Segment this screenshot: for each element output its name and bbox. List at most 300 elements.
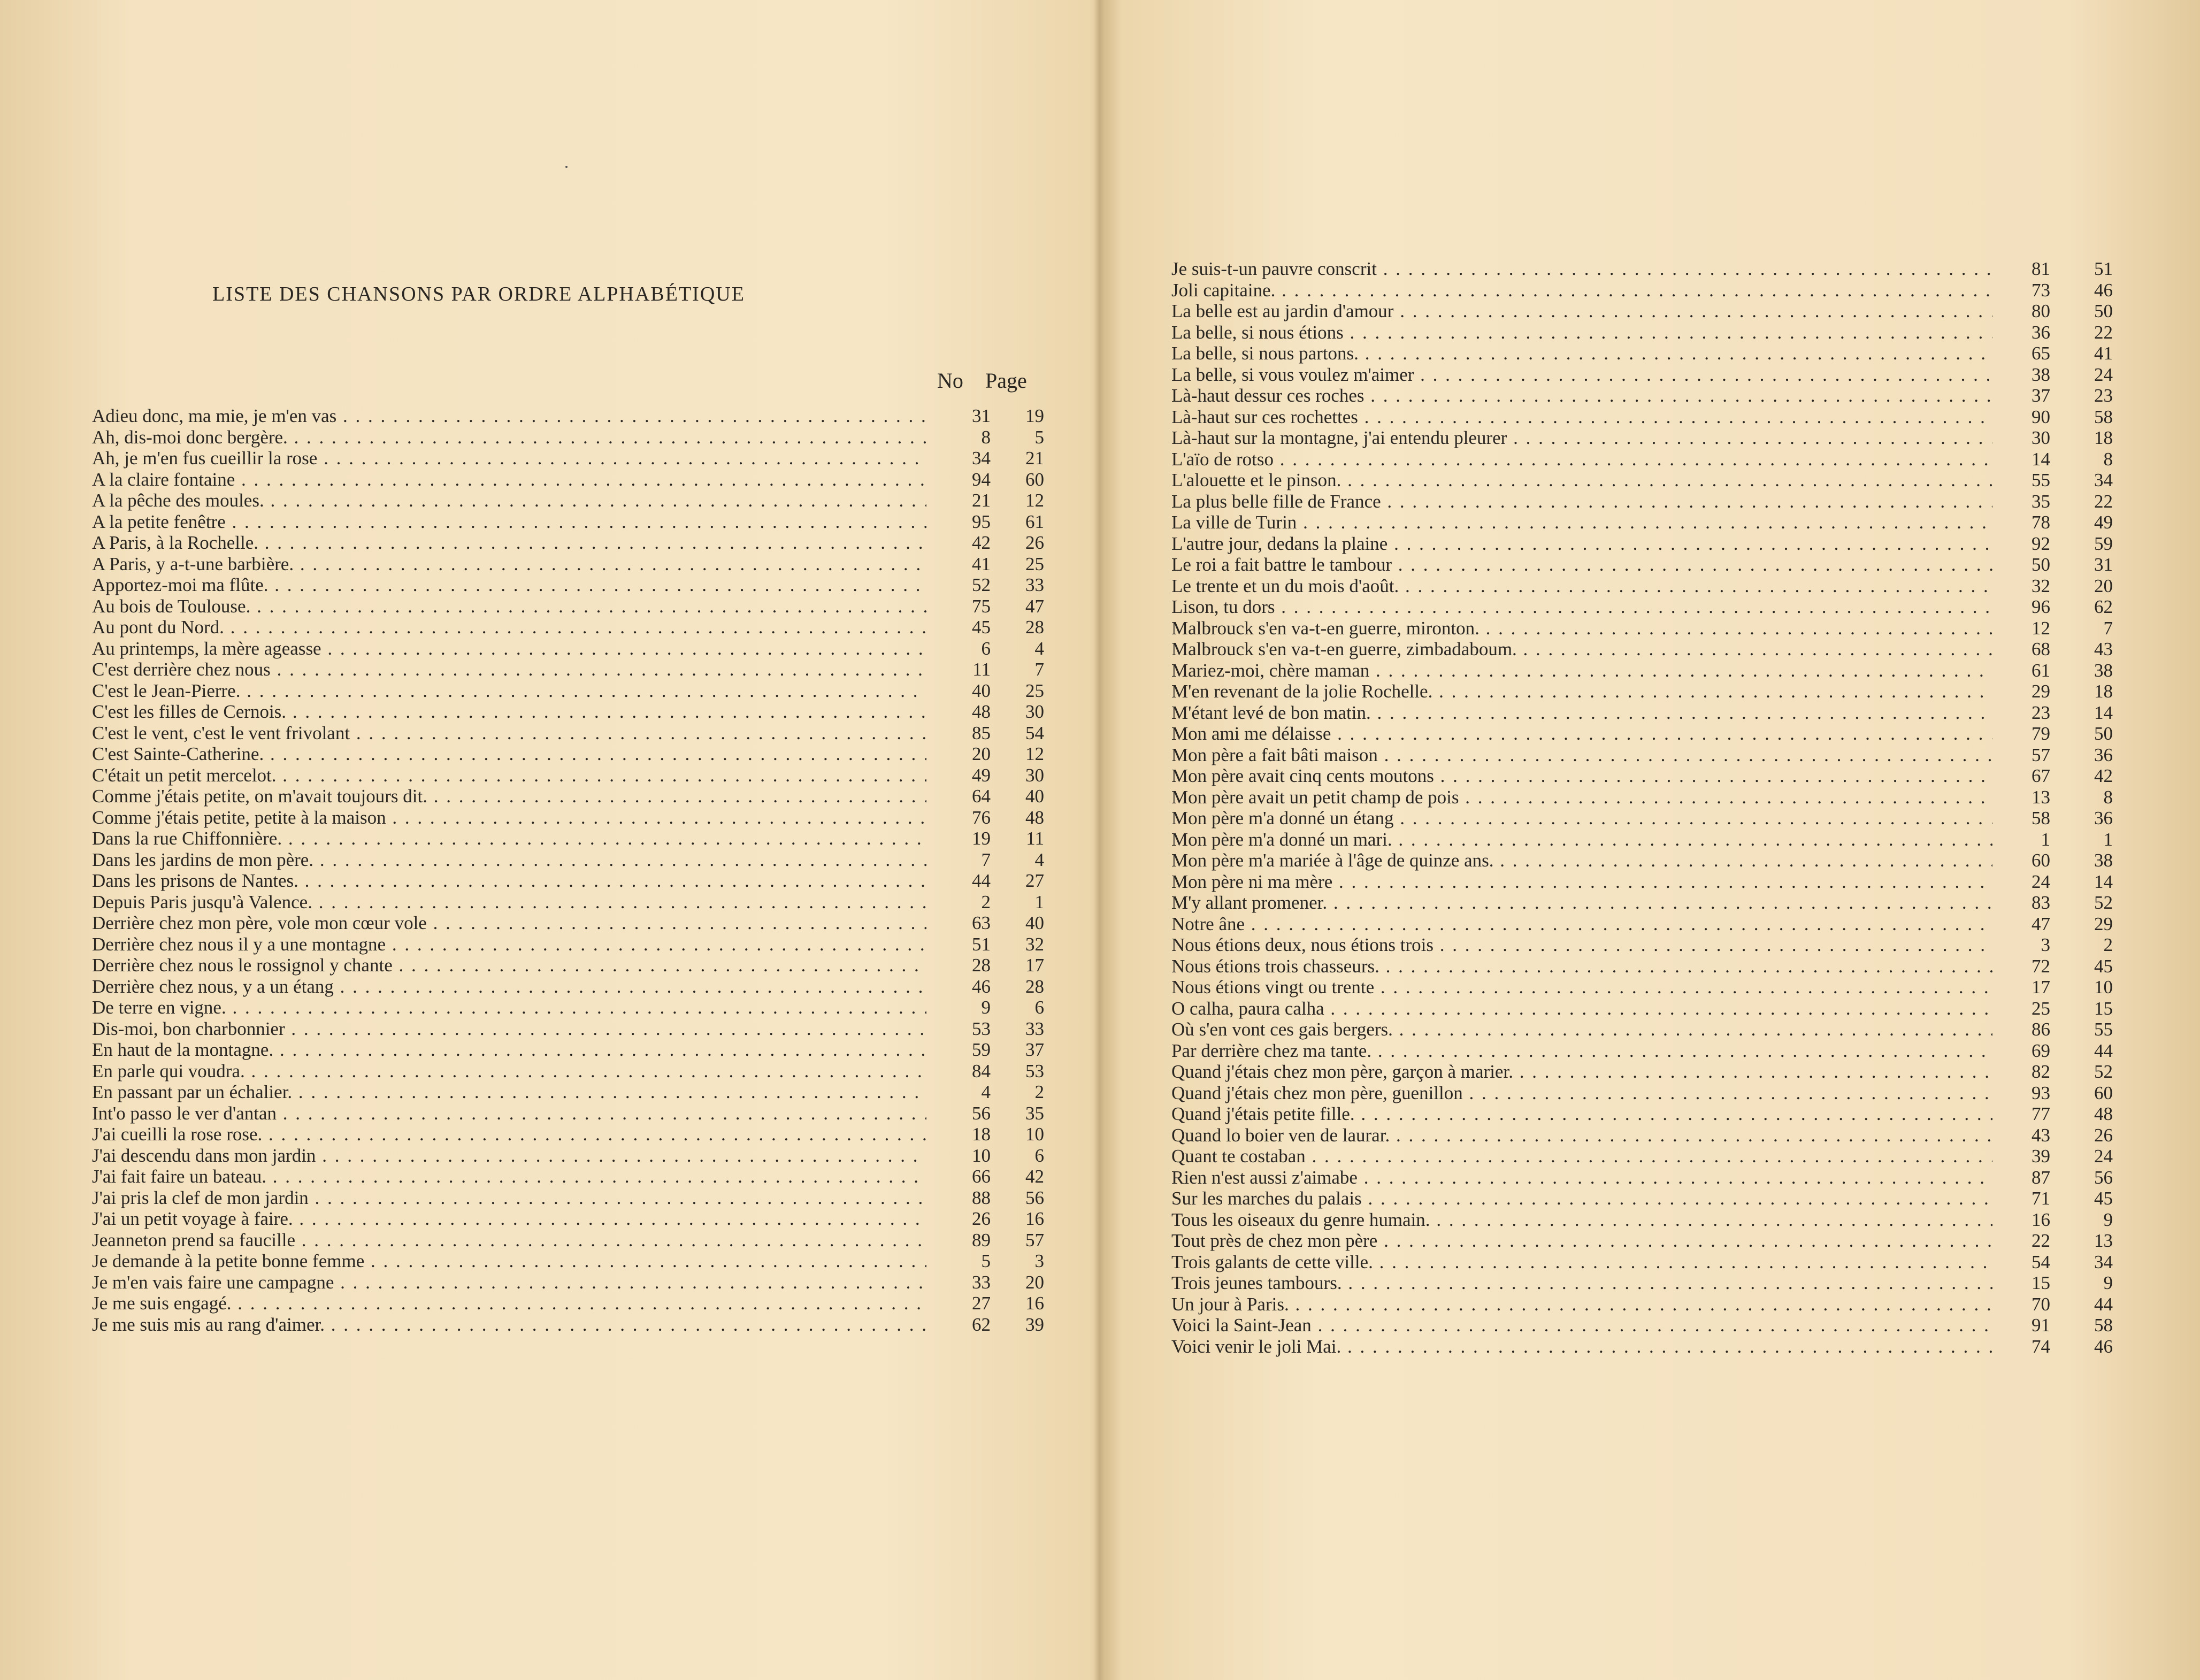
- song-entry: [92, 976, 1044, 998]
- song-number: 65: [2032, 343, 2050, 364]
- song-title: Nous étions trois chasseurs. . . .: [1171, 956, 1992, 977]
- song-page: 38: [2094, 850, 2113, 871]
- song-title: Depuis Paris jusqu'à Valence. . . .: [92, 892, 926, 913]
- song-page: 40: [1025, 786, 1044, 807]
- song-entry: [92, 680, 1044, 702]
- song-title: Là-haut dessur ces roches . . .: [1171, 385, 1992, 406]
- song-title: Je me suis engagé. . . .: [92, 1293, 926, 1314]
- song-title: Rien n'est aussi z'aimabe . . .: [1171, 1167, 1992, 1188]
- song-title: Sur les marches du palais . . .: [1171, 1188, 1992, 1209]
- song-page: 57: [1025, 1229, 1044, 1251]
- song-entry: [1171, 723, 2113, 745]
- song-entry: [92, 1272, 1044, 1293]
- song-entry: [92, 1081, 1044, 1103]
- song-page: 20: [2094, 575, 2113, 596]
- song-entry: [1171, 1040, 2113, 1062]
- song-list-right: [1171, 258, 2113, 1357]
- song-number: 84: [972, 1060, 991, 1081]
- song-page: 20: [1025, 1271, 1044, 1293]
- song-number: 46: [972, 976, 991, 997]
- song-title: Tout près de chez mon père . . .: [1171, 1230, 1992, 1252]
- song-entry: [92, 1230, 1044, 1251]
- song-page: 24: [2094, 364, 2113, 385]
- song-title: A la petite fenêtre . . .: [92, 511, 926, 533]
- song-page: 58: [2094, 1315, 2113, 1336]
- song-number: 82: [2032, 1061, 2050, 1082]
- song-page: 52: [2094, 892, 2113, 913]
- song-entry: [92, 828, 1044, 849]
- song-page: 12: [1025, 743, 1044, 764]
- song-title: Mon père a fait bâti maison . . .: [1171, 745, 1992, 766]
- song-page: 52: [2094, 1061, 2113, 1082]
- song-entry: [92, 617, 1044, 638]
- song-title: C'est les filles de Cernois. . . .: [92, 701, 926, 723]
- song-title: Nous étions deux, nous étions trois . . .: [1171, 934, 1992, 956]
- song-title: L'autre jour, dedans la plaine . . .: [1171, 533, 1992, 555]
- song-number: 34: [972, 448, 991, 469]
- song-number: 29: [2032, 681, 2050, 702]
- song-title: J'ai pris la clef de mon jardin . . .: [92, 1187, 926, 1209]
- song-entry: [1171, 301, 2113, 322]
- song-number: 86: [2032, 1019, 2050, 1040]
- song-page: 33: [1025, 574, 1044, 595]
- song-number: 39: [2032, 1146, 2050, 1167]
- song-entry: [92, 765, 1044, 786]
- page-title: LISTE DES CHANSONS PAR ORDRE ALPHABÉTIQUE: [212, 283, 745, 305]
- song-title: Derrière chez nous le rossignol y chante . . .: [92, 955, 926, 976]
- song-number: 25: [2032, 998, 2050, 1019]
- song-page: 44: [2094, 1293, 2113, 1315]
- song-entry: [1171, 427, 2113, 449]
- song-number: 51: [972, 933, 991, 955]
- song-entry: [92, 892, 1044, 913]
- song-title: Malbrouck s'en va-t-en guerre, zimbadaboum. . . .: [1171, 639, 1992, 660]
- song-page: 32: [1025, 933, 1044, 955]
- song-entry: [92, 743, 1044, 765]
- song-entry: [1171, 1167, 2113, 1188]
- song-number: 81: [2032, 258, 2050, 279]
- song-entry: [1171, 322, 2113, 343]
- song-entry: [1171, 1252, 2113, 1273]
- song-title: Derrière chez nous, y a un étang . . .: [92, 976, 926, 998]
- song-page: 62: [2094, 596, 2113, 617]
- song-title: C'est le vent, c'est le vent frivolant . . .: [92, 723, 926, 744]
- song-title: A Paris, à la Rochelle. . . .: [92, 532, 926, 554]
- song-page: 16: [1025, 1208, 1044, 1229]
- song-title: Au printemps, la mère ageasse . . .: [92, 638, 926, 659]
- song-page: 23: [2094, 385, 2113, 406]
- song-title: Trois jeunes tambours. . . .: [1171, 1272, 1992, 1294]
- song-page: 26: [1025, 532, 1044, 553]
- song-entry: [1171, 1272, 2113, 1294]
- song-number: 90: [2032, 406, 2050, 427]
- song-title: Quand j'étais petite fille. . . .: [1171, 1103, 1992, 1125]
- song-entry: [92, 1251, 1044, 1272]
- song-entry: [92, 1314, 1044, 1336]
- song-entry: [1171, 871, 2113, 893]
- song-entry: [92, 1166, 1044, 1187]
- song-number: 30: [2032, 427, 2050, 448]
- song-entry: [92, 955, 1044, 976]
- song-entry: [92, 1124, 1044, 1145]
- song-page: 42: [2094, 765, 2113, 786]
- song-number: 36: [2032, 321, 2050, 343]
- song-page: 37: [1025, 1039, 1044, 1060]
- song-page: 50: [2094, 723, 2113, 744]
- song-title: Mon père m'a donné un étang . . .: [1171, 808, 1992, 829]
- song-number: 70: [2032, 1293, 2050, 1315]
- song-entry: [92, 934, 1044, 955]
- song-entry: [92, 1187, 1044, 1209]
- song-page: 46: [2094, 279, 2113, 301]
- song-number: 20: [972, 743, 991, 764]
- song-number: 27: [972, 1293, 991, 1314]
- song-title: M'en revenant de la jolie Rochelle. . . .: [1171, 681, 1992, 702]
- song-title: Au pont du Nord. . . .: [92, 617, 926, 638]
- song-number: 83: [2032, 892, 2050, 913]
- song-page: 58: [2094, 406, 2113, 427]
- song-entry: [92, 532, 1044, 554]
- song-title: C'est le Jean-Pierre. . . .: [92, 680, 926, 702]
- song-title: Dis-moi, bon charbonnier . . .: [92, 1018, 926, 1040]
- song-title: Lison, tu dors . . .: [1171, 596, 1992, 618]
- song-title: Par derrière chez ma tante. . . .: [1171, 1040, 1992, 1062]
- song-number: 1: [2041, 829, 2050, 850]
- song-number: 91: [2032, 1315, 2050, 1336]
- song-page: 60: [1025, 469, 1044, 490]
- song-page: 19: [1025, 405, 1044, 426]
- song-title: En parle qui voudra. . . .: [92, 1061, 926, 1082]
- song-number: 75: [972, 595, 991, 617]
- song-number: 96: [2032, 596, 2050, 617]
- song-entry: [1171, 576, 2113, 597]
- song-title: M'y allant promener. . . .: [1171, 892, 1992, 914]
- song-number: 49: [972, 764, 991, 786]
- song-entry: [92, 511, 1044, 533]
- song-entry: [92, 1039, 1044, 1061]
- song-title: Int'o passo le ver d'antan . . .: [92, 1103, 926, 1124]
- song-title: Mon père avait un petit champ de pois . . .: [1171, 787, 1992, 808]
- song-page: 33: [1025, 1018, 1044, 1039]
- song-page: 27: [1025, 870, 1044, 891]
- song-page: 7: [2103, 617, 2113, 639]
- song-entry: [1171, 406, 2113, 428]
- song-page: 22: [2094, 490, 2113, 512]
- song-title: Malbrouck s'en va-t-en guerre, mironton. . . .: [1171, 618, 1992, 639]
- song-page: 9: [2103, 1272, 2113, 1293]
- song-entry: [1171, 554, 2113, 576]
- song-number: 14: [2032, 448, 2050, 470]
- song-title: Joli capitaine. . . .: [1171, 280, 1992, 301]
- song-title: La ville de Turin . . .: [1171, 512, 1992, 533]
- song-entry: [1171, 1061, 2113, 1083]
- song-page: 46: [2094, 1336, 2113, 1357]
- song-page: 6: [1034, 997, 1044, 1018]
- song-entry: [1171, 1315, 2113, 1336]
- song-page: 30: [1025, 764, 1044, 786]
- song-page: 56: [2094, 1167, 2113, 1188]
- song-page: 54: [1025, 722, 1044, 743]
- song-number: 61: [2032, 659, 2050, 681]
- song-entry: [92, 723, 1044, 744]
- song-title: Quand j'étais chez mon père, guenillon . . .: [1171, 1083, 1992, 1104]
- song-entry: [1171, 470, 2113, 491]
- song-title: Mon ami me délaisse . . .: [1171, 723, 1992, 745]
- song-entry: [1171, 258, 2113, 280]
- song-page: 8: [2103, 786, 2113, 808]
- song-title: Jeanneton prend sa faucille . . .: [92, 1230, 926, 1251]
- song-entry: [1171, 639, 2113, 660]
- song-number: 93: [2032, 1082, 2050, 1103]
- song-page: 4: [1034, 638, 1044, 659]
- song-title: J'ai fait faire un bateau. . . .: [92, 1166, 926, 1187]
- song-title: Dans les jardins de mon père. . . .: [92, 849, 926, 871]
- song-entry: [92, 1018, 1044, 1040]
- song-number: 59: [972, 1039, 991, 1060]
- song-page: 41: [2094, 343, 2113, 364]
- song-title: Dans les prisons de Nantes. . . .: [92, 870, 926, 892]
- song-number: 55: [2032, 470, 2050, 490]
- song-title: C'est Sainte-Catherine. . . .: [92, 743, 926, 765]
- song-number: 87: [2032, 1167, 2050, 1188]
- song-number: 47: [2032, 913, 2050, 934]
- column-header-number: No: [937, 369, 963, 393]
- song-number: 9: [981, 997, 991, 1018]
- song-number: 42: [972, 532, 991, 553]
- song-number: 18: [972, 1124, 991, 1145]
- song-title: Le roi a fait battre le tambour . . .: [1171, 554, 1992, 576]
- song-title: Apportez-moi ma flûte. . . .: [92, 574, 926, 596]
- song-number: 11: [972, 659, 991, 680]
- song-title: Trois galants de cette ville. . . .: [1171, 1252, 1992, 1273]
- song-entry: [1171, 1188, 2113, 1209]
- song-entry: [92, 596, 1044, 617]
- song-number: 48: [972, 701, 991, 722]
- song-page: 18: [2094, 681, 2113, 702]
- song-page: 28: [1025, 976, 1044, 997]
- song-number: 3: [2041, 934, 2050, 955]
- song-title: J'ai cueilli la rose rose. . . .: [92, 1124, 926, 1145]
- song-page: 38: [2094, 659, 2113, 681]
- song-page: 26: [2094, 1124, 2113, 1146]
- song-title: Ah, dis-moi donc bergère. . . .: [92, 427, 926, 448]
- song-page: 50: [2094, 301, 2113, 321]
- song-entry: [1171, 977, 2113, 998]
- song-title: Derrière chez nous il y a une montagne . . .: [92, 934, 926, 955]
- song-number: 69: [2032, 1040, 2050, 1061]
- song-page: 14: [2094, 871, 2113, 892]
- song-number: 23: [2032, 702, 2050, 723]
- song-entry: [92, 659, 1044, 680]
- song-entry: [1171, 1083, 2113, 1104]
- song-page: 55: [2094, 1019, 2113, 1040]
- song-entry: [1171, 892, 2113, 914]
- song-entry: [1171, 681, 2113, 702]
- song-page: 12: [1025, 490, 1044, 511]
- song-entry: [1171, 808, 2113, 829]
- song-number: 66: [972, 1166, 991, 1187]
- song-page: 42: [1025, 1166, 1044, 1187]
- song-entry: [1171, 660, 2113, 681]
- song-number: 44: [972, 870, 991, 891]
- song-number: 79: [2032, 723, 2050, 744]
- song-entry: [92, 807, 1044, 829]
- song-title: Tous les oiseaux du genre humain. . . .: [1171, 1209, 1992, 1231]
- song-title: La plus belle fille de France . . .: [1171, 491, 1992, 512]
- song-number: 40: [972, 680, 991, 701]
- song-title: M'étant levé de bon matin. . . .: [1171, 702, 1992, 724]
- song-page: 5: [1034, 426, 1044, 448]
- song-number: 4: [981, 1081, 991, 1102]
- song-page: 35: [1025, 1102, 1044, 1124]
- song-entry: [92, 448, 1044, 469]
- song-entry: [92, 1293, 1044, 1314]
- song-number: 45: [972, 617, 991, 638]
- song-entry: [92, 912, 1044, 934]
- page-speck: [565, 166, 568, 168]
- song-entry: [1171, 385, 2113, 406]
- song-entry: [92, 574, 1044, 596]
- song-title: La belle, si nous étions . . .: [1171, 322, 1992, 343]
- song-title: Quand lo boier ven de laurar. . . .: [1171, 1125, 1992, 1146]
- song-entry: [92, 870, 1044, 892]
- song-page: 24: [2094, 1146, 2113, 1167]
- song-number: 31: [972, 405, 991, 426]
- song-number: 64: [972, 786, 991, 807]
- song-number: 32: [2032, 575, 2050, 596]
- song-page: 4: [1034, 849, 1044, 870]
- song-page: 48: [1025, 807, 1044, 828]
- song-title: Au bois de Toulouse. . . .: [92, 596, 926, 617]
- song-title: Adieu donc, ma mie, je m'en vas . . .: [92, 405, 926, 427]
- song-entry: [92, 490, 1044, 511]
- song-number: 92: [2032, 533, 2050, 554]
- song-page: 39: [1025, 1314, 1044, 1335]
- song-number: 60: [2032, 850, 2050, 871]
- song-title: Un jour à Paris. . . .: [1171, 1294, 1992, 1315]
- song-number: 77: [2032, 1103, 2050, 1124]
- song-entry: [1171, 491, 2113, 512]
- song-title: Voici venir le joli Mai. . . .: [1171, 1336, 1992, 1357]
- song-entry: [92, 1103, 1044, 1124]
- song-number: 68: [2032, 639, 2050, 659]
- song-entry: [1171, 956, 2113, 977]
- song-title: L'aïo de rotso . . .: [1171, 449, 1992, 470]
- song-number: 95: [972, 511, 991, 532]
- song-title: Voici la Saint-Jean . . .: [1171, 1315, 1992, 1336]
- song-page: 56: [1025, 1187, 1044, 1208]
- song-page: 61: [1025, 511, 1044, 532]
- song-number: 7: [981, 849, 991, 870]
- song-number: 6: [981, 638, 991, 659]
- song-title: Je demande à la petite bonne femme . . .: [92, 1251, 926, 1272]
- song-number: 63: [972, 912, 991, 933]
- song-page: 36: [2094, 808, 2113, 829]
- song-title: Mon père ni ma mère . . .: [1171, 871, 1992, 893]
- song-title: A la claire fontaine . . .: [92, 469, 926, 490]
- song-entry: [1171, 280, 2113, 301]
- song-page: 10: [1025, 1124, 1044, 1145]
- song-entry: [1171, 1146, 2113, 1167]
- song-page: 7: [1034, 659, 1044, 680]
- song-number: 19: [972, 828, 991, 849]
- song-title: Là-haut sur ces rochettes . . .: [1171, 406, 1992, 428]
- song-entry: [92, 554, 1044, 575]
- song-title: La belle, si vous voulez m'aimer . . .: [1171, 364, 1992, 386]
- song-number: 74: [2032, 1336, 2050, 1357]
- song-page: 2: [1034, 1081, 1044, 1102]
- song-page: 1: [2103, 829, 2113, 850]
- song-page: 14: [2094, 702, 2113, 723]
- song-entry: [1171, 765, 2113, 787]
- song-page: 48: [2094, 1103, 2113, 1124]
- song-title: A la pêche des moules. . . .: [92, 490, 926, 511]
- song-number: 43: [2032, 1124, 2050, 1146]
- song-title: Mon père m'a mariée à l'âge de quinze ans. . . .: [1171, 850, 1992, 871]
- song-title: J'ai descendu dans mon jardin . . .: [92, 1145, 926, 1167]
- song-entry: [92, 638, 1044, 659]
- song-title: Là-haut sur la montagne, j'ai entendu pleurer . . .: [1171, 427, 1992, 449]
- song-title: Quant te costaban . . .: [1171, 1146, 1992, 1167]
- song-number: 54: [2032, 1251, 2050, 1272]
- song-number: 35: [2032, 490, 2050, 512]
- song-title: Mon père avait cinq cents moutons . . .: [1171, 765, 1992, 787]
- song-entry: [1171, 850, 2113, 871]
- song-number: 2: [981, 891, 991, 912]
- song-entry: [1171, 787, 2113, 808]
- song-entry: [1171, 1125, 2113, 1146]
- song-entry: [1171, 449, 2113, 470]
- song-number: 52: [972, 574, 991, 595]
- song-page: 34: [2094, 1251, 2113, 1272]
- song-entry: [1171, 533, 2113, 555]
- song-number: 73: [2032, 279, 2050, 301]
- song-page: 8: [2103, 448, 2113, 470]
- song-entry: [1171, 745, 2113, 766]
- song-page: 21: [1025, 448, 1044, 469]
- song-title: Je m'en vais faire une campagne . . .: [92, 1272, 926, 1293]
- song-number: 53: [972, 1018, 991, 1039]
- song-entry: [1171, 1103, 2113, 1125]
- song-number: 10: [972, 1145, 991, 1166]
- song-entry: [1171, 343, 2113, 364]
- song-title: La belle est au jardin d'amour . . .: [1171, 301, 1992, 322]
- song-title: Quand j'étais chez mon père, garçon à marier. . . .: [1171, 1061, 1992, 1083]
- song-entry: [92, 427, 1044, 448]
- song-title: Mon père m'a donné un mari. . . .: [1171, 829, 1992, 850]
- song-title: En passant par un échalier. . . .: [92, 1081, 926, 1103]
- song-entry: [1171, 914, 2113, 935]
- song-entry: [92, 849, 1044, 871]
- song-page: 13: [2094, 1230, 2113, 1251]
- song-entry: [92, 786, 1044, 807]
- song-entry: [1171, 1230, 2113, 1252]
- song-title: Nous étions vingt ou trente . . .: [1171, 977, 1992, 998]
- song-entry: [92, 997, 1044, 1018]
- song-entry: [92, 1208, 1044, 1230]
- song-page: 25: [1025, 680, 1044, 701]
- song-title: Notre âne . . .: [1171, 914, 1992, 935]
- song-title: Je suis-t-un pauvre conscrit . . .: [1171, 258, 1992, 280]
- song-title: O calha, paura calha . . .: [1171, 998, 1992, 1019]
- song-title: L'alouette et le pinson. . . .: [1171, 470, 1992, 491]
- song-entry: [92, 1061, 1044, 1082]
- song-page: 15: [2094, 998, 2113, 1019]
- song-title: A Paris, y a-t-une barbière. . . .: [92, 554, 926, 575]
- song-page: 29: [2094, 913, 2113, 934]
- song-number: 58: [2032, 808, 2050, 829]
- song-page: 49: [2094, 512, 2113, 533]
